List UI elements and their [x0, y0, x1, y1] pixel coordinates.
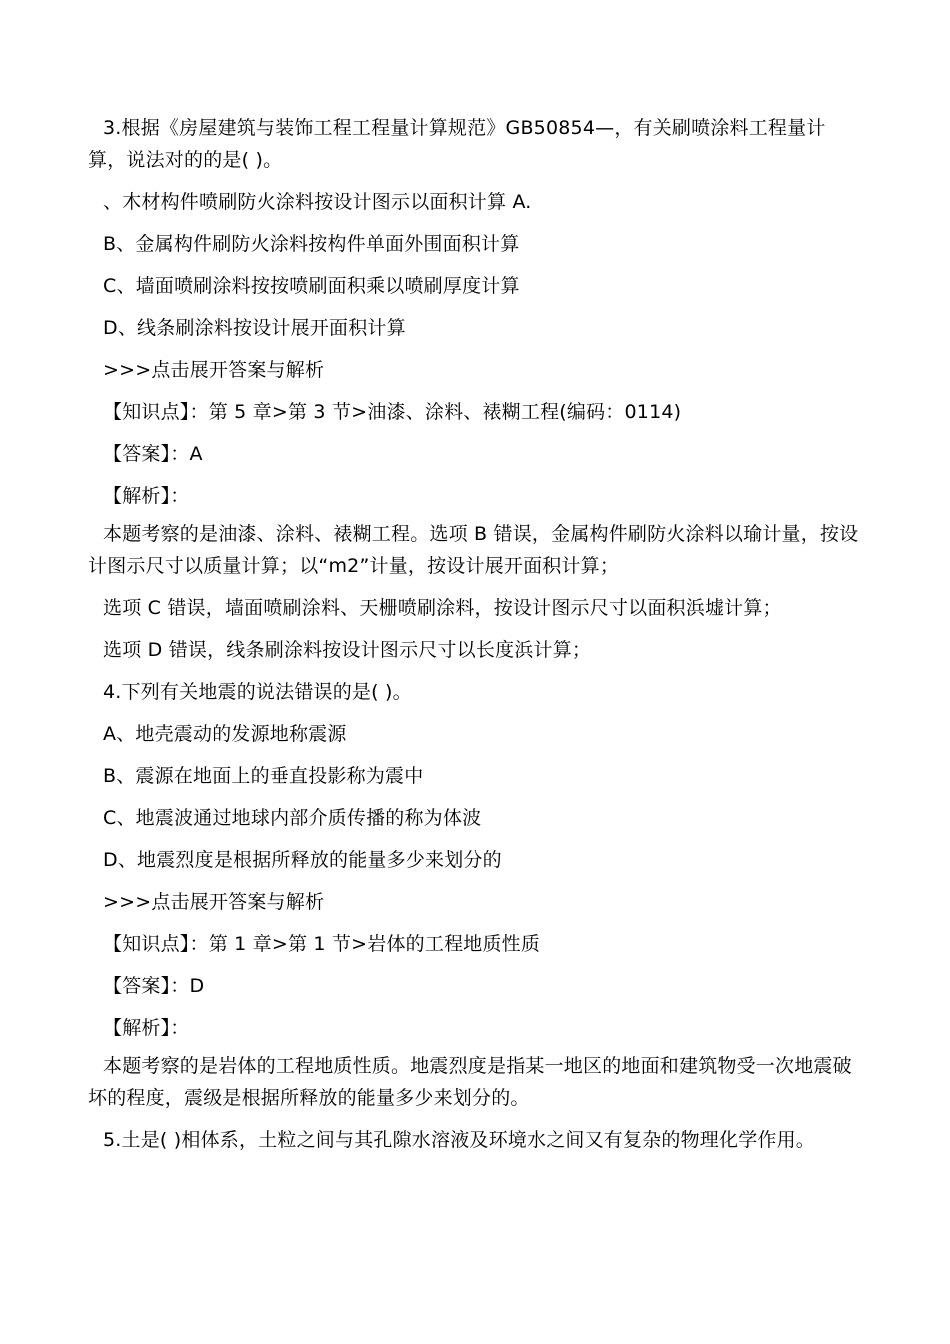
- question-4-option-d: D、地震烈度是根据所释放的能量多少来划分的: [103, 849, 502, 871]
- question-3-option-b: B、金属构件刷防火涂料按构件单面外围面积计算: [103, 233, 520, 255]
- question-4-option-b: B、震源在地面上的垂直投影称为震中: [103, 765, 424, 787]
- knowledge-point: 【知识点】：第 5 章>第 3 节>油漆、涂料、裱糊工程(编码：0114): [103, 401, 682, 423]
- analysis-text: 本题考察的是岩体的工程地质性质。地震烈度是指某一地区的地面和建筑物受一次地震破坏的程度，震级是根据所释放的能量多少来划分的。: [88, 1055, 852, 1109]
- question-3-option-a: 、木材构件喷刷防火涂料按设计图示以面积计算 A.: [103, 191, 532, 213]
- analysis-heading: 【解析】：: [103, 1017, 190, 1039]
- analysis-text: 选项 C 错误，墙面喷刷涂料、天栅喷刷涂料，按设计图示尺寸以面积浜墟计算；: [103, 597, 782, 619]
- answer: 【答案】：A: [103, 443, 203, 465]
- question-3-option-c: C、墙面喷刷涂料按按喷刷面积乘以喷刷厚度计算: [103, 275, 520, 297]
- question-4-option-c: C、地震波通过地球内部介质传播的称为体波: [103, 807, 482, 829]
- document-body: [88, 112, 863, 1166]
- answer: 【答案】：D: [103, 975, 205, 997]
- question-4-option-a: A、地壳震动的发源地称震源: [103, 723, 347, 745]
- question-4: 4.下列有关地震的说法错误的是( )。: [103, 681, 412, 703]
- analysis-text: 本题考察的是油漆、涂料、裱糊工程。选项 B 错误，金属构件刷防火涂料以瑜计量，按设计图示尺寸以质量计算；以“m2”计量，按设计展开面积计算；: [88, 523, 859, 577]
- analysis-text: 选项 D 错误，线条刷涂料按设计图示尺寸以长度浜计算；: [103, 639, 592, 661]
- expand-answer-link[interactable]: >>>点击展开答案与解析: [103, 891, 325, 913]
- analysis-heading: 【解析】：: [103, 485, 190, 507]
- question-5: 5.土是( )相体系，土粒之间与其孔隙水溶液及环境水之间又有复杂的物理化学作用。: [103, 1129, 815, 1151]
- question-3: 3.根据《房屋建筑与装饰工程工程量计算规范》GB50854—，有关刷喷涂料工程量计算，说法对的的是( )。: [88, 117, 826, 171]
- knowledge-point: 【知识点】：第 1 章>第 1 节>岩体的工程地质性质: [103, 933, 541, 955]
- expand-answer-link[interactable]: >>>点击展开答案与解析: [103, 359, 325, 381]
- question-3-option-d: D、线条刷涂料按设计展开面积计算: [103, 317, 406, 339]
